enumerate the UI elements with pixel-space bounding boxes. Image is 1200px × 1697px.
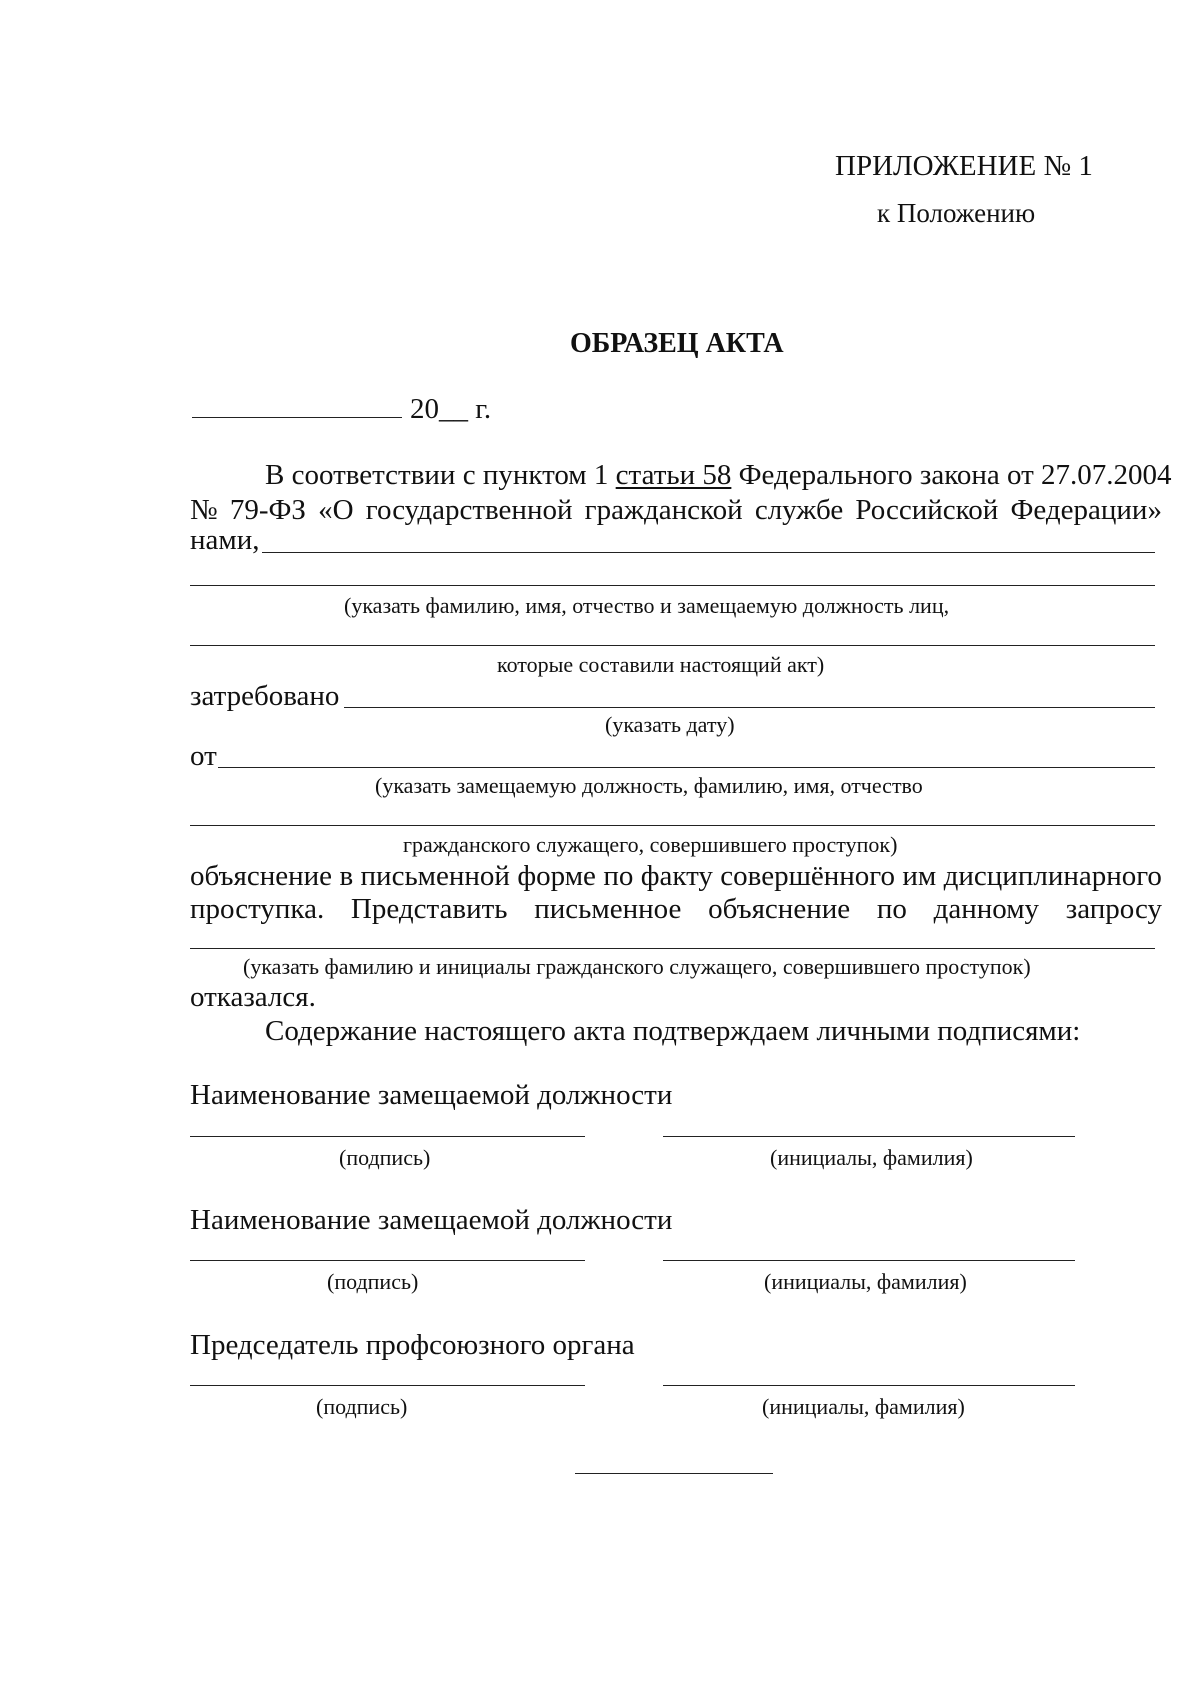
- signature-line-2: [190, 1260, 585, 1261]
- word: им: [902, 860, 937, 892]
- appendix-number: ПРИЛОЖЕНИЕ № 1: [835, 150, 1093, 182]
- composers-hint-2: которые составили настоящий акт): [497, 652, 825, 677]
- offender-hint-2: гражданского служащего, совершившего проступок): [403, 832, 898, 857]
- word: объяснение: [708, 893, 851, 925]
- word: «О: [318, 494, 354, 526]
- signature-line-1: [190, 1136, 585, 1137]
- word: гражданской: [584, 494, 743, 526]
- refused-text: отказался.: [190, 981, 316, 1013]
- word: дисциплинарного: [943, 860, 1162, 892]
- signature-position-1: Наименование замещаемой должности: [190, 1079, 673, 1111]
- refused-by-hint: (указать фамилию и инициалы гражданского служащего, совершившего проступок): [243, 954, 1031, 979]
- word: письменное: [534, 893, 682, 925]
- offender-line-1: [218, 767, 1155, 768]
- confirm-text: Содержание настоящего акта подтверждаем личными подписями:: [265, 1015, 1081, 1047]
- intro-text-end: Федерального закона от 27.07.2004: [731, 459, 1172, 491]
- intro-line-2: [190, 496, 1162, 525]
- word: Представить: [350, 893, 508, 925]
- word: по: [603, 860, 634, 892]
- date-blank-line: [192, 417, 402, 418]
- signature-position-2: Наименование замещаемой должности: [190, 1204, 673, 1236]
- word: Российской: [855, 494, 999, 526]
- date-year: 20__ г.: [410, 393, 492, 425]
- composers-line-1: [262, 552, 1155, 553]
- date-hint: (указать дату): [605, 712, 735, 737]
- requested-label: затребовано: [190, 680, 340, 712]
- signature-line-3: [190, 1385, 585, 1386]
- signature-hint-3: (подпись): [316, 1394, 408, 1419]
- offender-line-2: [190, 825, 1155, 826]
- offender-hint-1: (указать замещаемую должность, фамилию, имя, отчество: [375, 773, 923, 798]
- name-line-2: [663, 1260, 1075, 1261]
- word: государственной: [365, 494, 573, 526]
- name-line-1: [663, 1136, 1075, 1137]
- name-hint-1: (инициалы, фамилия): [770, 1145, 973, 1170]
- word: службе: [754, 494, 844, 526]
- article-link[interactable]: статьи 58: [615, 459, 732, 491]
- word: объяснение: [190, 860, 333, 892]
- requested-date-line: [344, 707, 1155, 708]
- closing-divider: [575, 1473, 773, 1474]
- refused-by-line: [190, 948, 1155, 949]
- word: факту: [640, 860, 713, 892]
- document-title: ОБРАЗЕЦ АКТА: [570, 328, 784, 359]
- composers-hint-1: (указать фамилию, имя, отчество и замещаемую должность лиц,: [344, 593, 950, 618]
- signature-position-3: Председатель профсоюзного органа: [190, 1329, 635, 1361]
- word: форме: [517, 860, 596, 892]
- composers-line-3: [190, 645, 1155, 646]
- word: совершённого: [720, 860, 895, 892]
- word: запросу: [1065, 893, 1162, 925]
- signature-hint-2: (подпись): [327, 1269, 419, 1294]
- body-line-1: [190, 862, 1162, 891]
- intro-line-1: [265, 461, 1172, 490]
- word: 79-ФЗ: [229, 494, 306, 526]
- from-label: от: [190, 740, 217, 772]
- body-line-2: [190, 895, 1162, 924]
- composers-line-2: [190, 585, 1155, 586]
- word: проступка.: [190, 893, 325, 925]
- word: Федерации»: [1010, 494, 1162, 526]
- name-line-3: [663, 1385, 1075, 1386]
- word: №: [190, 494, 218, 526]
- intro-text-start: В соответствии с пунктом 1: [265, 459, 616, 491]
- word: данному: [933, 893, 1040, 925]
- signature-hint-1: (подпись): [339, 1145, 431, 1170]
- name-hint-2: (инициалы, фамилия): [764, 1269, 967, 1294]
- word: по: [876, 893, 907, 925]
- by-us-label: нами,: [190, 524, 260, 556]
- word: письменной: [360, 860, 510, 892]
- name-hint-3: (инициалы, фамилия): [762, 1394, 965, 1419]
- word: в: [339, 860, 354, 892]
- appendix-reference: к Положению: [877, 198, 1036, 228]
